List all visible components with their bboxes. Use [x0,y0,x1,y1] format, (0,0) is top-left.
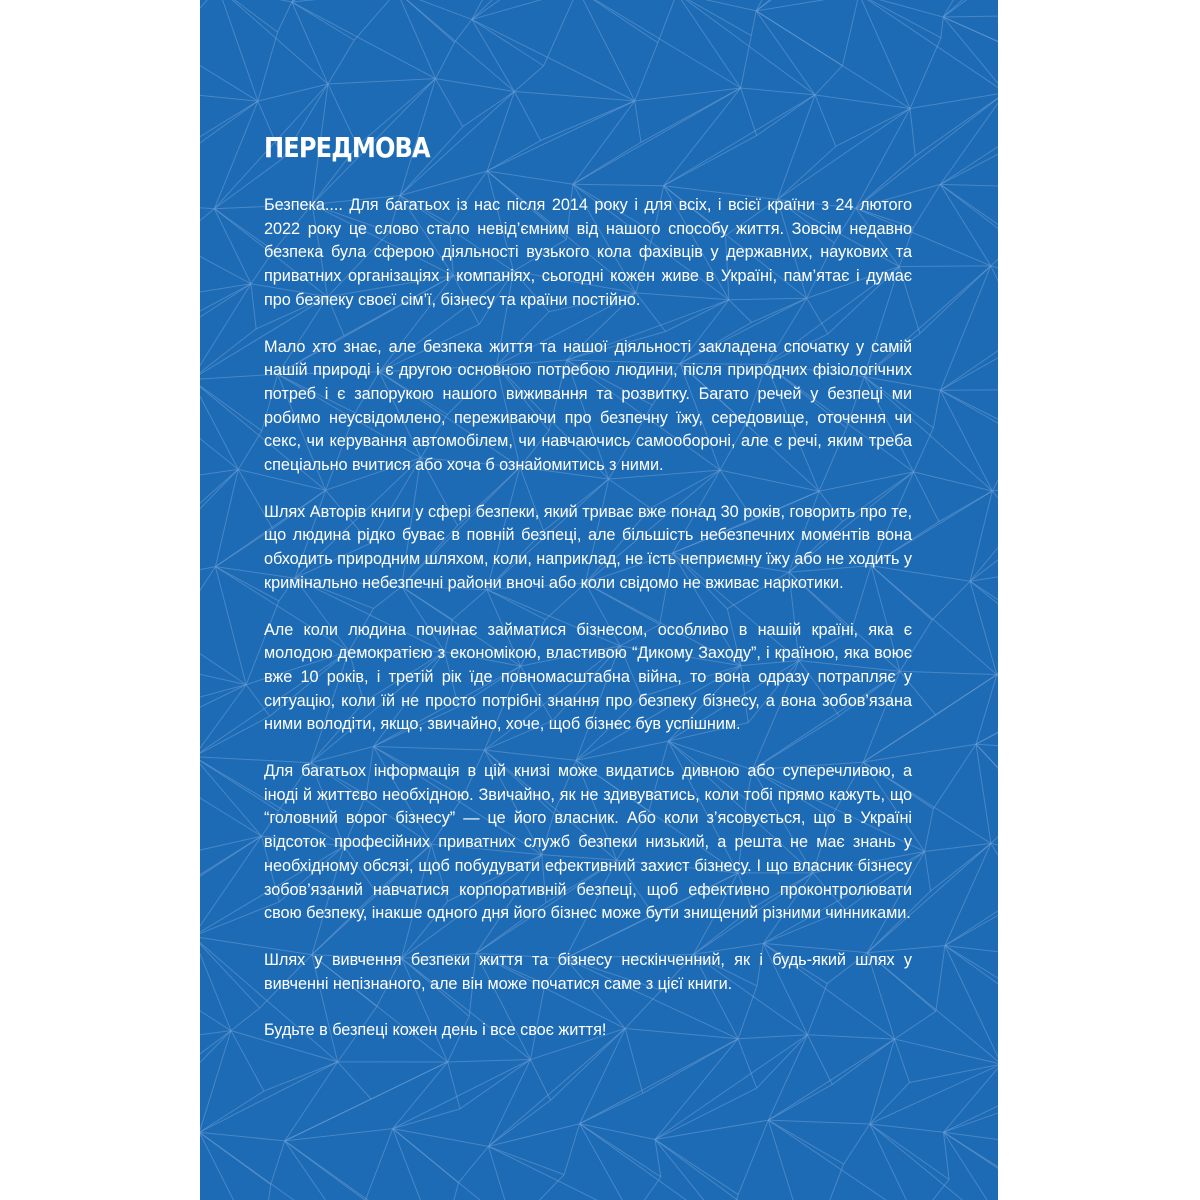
book-page [200,0,998,1200]
paragraph: Будьте в безпеці кожен день і все своє життя! [264,1021,607,1040]
paragraph: Але коли людина починає займатися бізнесом, особливо в нашій країні, яка є молодою демократією з економікою, властивою “Дикому Заходу”, і країною, яка воює вже 10 років, і третій рік їде повномасштабна війна, то вона одразу потрапляє у ситуацію, коли їй не просто потрібні знання про безпеку бізнесу, а вона зобов’язана ними володіти, якщо, звичайно, хоче, щоб бізнес був успішним. [264,620,912,734]
paragraph: Для багатьох інформація в цій книзі може видатись дивною або суперечливою, а іноді й життєво необхідною. Звичайно, як не здивуватись, коли тобі прямо кажуть, що “головний ворог бізнесу” — це його власник. Або коли з’ясовується, що в Україні відсоток професійних приватних служб безпеки низький, а решта не має знань у необхідному обсязі, щоб побудувати ефективний захист бізнесу. І що власник бізнесу зобов’язаний навчатися корпоративній безпеці, щоб ефективно проконтролювати свою безпеку, інакше одного дня його бізнес може бути знищений різними чинниками. [264,762,912,923]
paragraph: Шлях Авторів книги у сфері безпеки, який триває вже понад 30 років, говорить про те, що людина рідко буває в повній безпеці, але більшість небезпечних моментів вона обходить природним шляхом, коли, наприклад, не їсть неприємну їжу або не ходить у кримінально небезпечні райони вночі або коли свідомо не вживає наркотики. [264,502,912,592]
paragraph: Безпека.... Для багатьох із нас після 2014 року і для всіх, і всієї країни з 24 лютого 2022 року це слово стало невід’ємним від нашого способу життя. Зовсім недавно безпека була сферою діяльності вузького кола фахівців у державних, наукових та приватних організаціях і компаніях, сьогодні кожен живе в Україні, пам’ятає і думає про безпеку своєї сім’ї, бізнесу та країни постійно. [264,196,912,309]
page-content [264,128,912,1066]
paragraph: Шлях у вивчення безпеки життя та бізнесу нескінченний, як і будь-який шлях у вивченні непізнаного, але він може початися саме з цієї книги. [264,950,912,993]
page-title: ПЕРЕДМОВА [264,131,430,164]
paragraph: Мало хто знає, але безпека життя та нашої діяльності закладена спочатку у самій нашій природі і є другою основною потребою людини, після природних фізіологічних потреб і є запорукою нашого виживання та розвитку. Багато речей у безпеці ми робимо неусвідомлено, переживаючи про безпечну їжу, середовище, оточення чи секс, чи керування автомобілем, чи навчаючись самообороні, але є речі, яким треба спеціально вчитися або хоча б ознайомитись з ними. [264,337,912,475]
